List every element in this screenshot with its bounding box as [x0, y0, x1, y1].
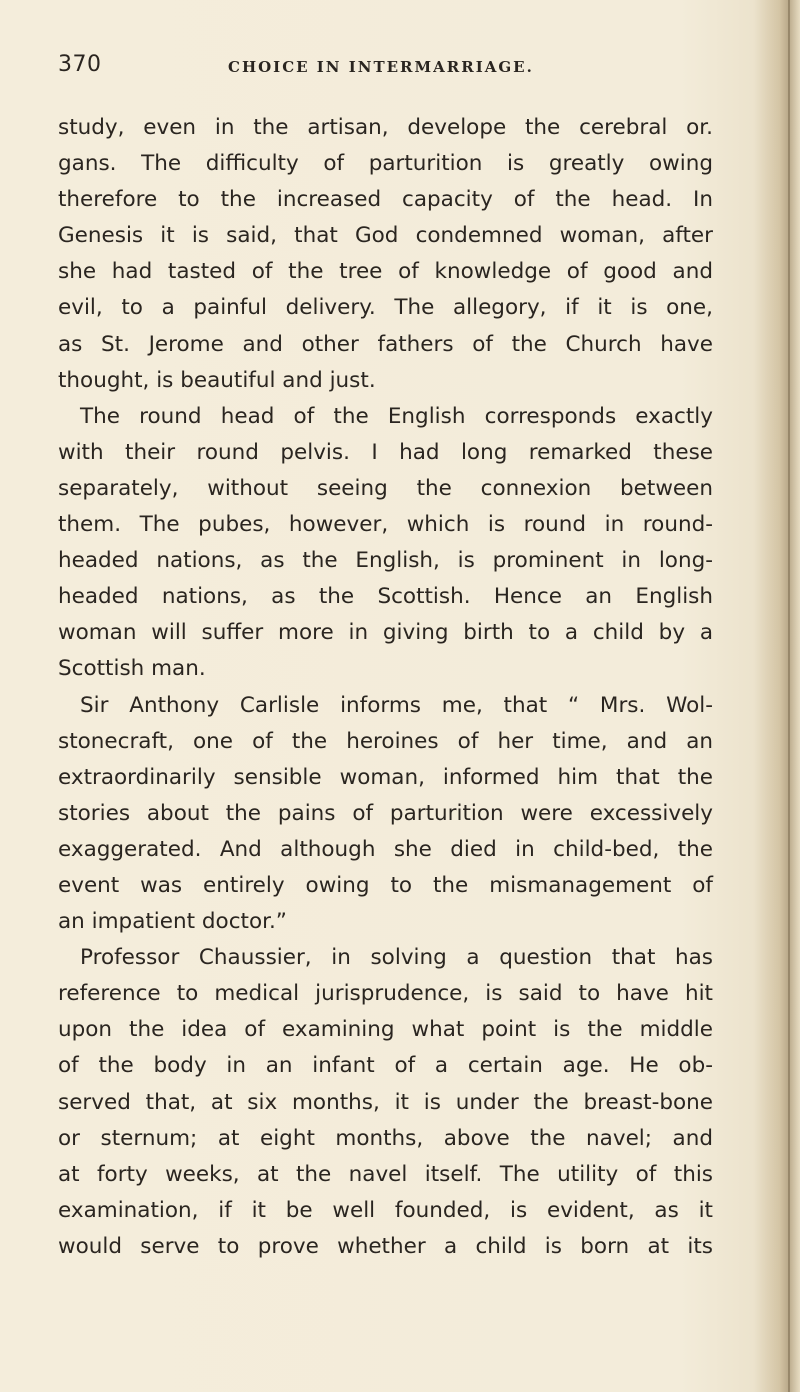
text-line: them. The pubes, however, which is round in round-: [58, 512, 713, 538]
text-line: she had tasted of the tree of knowledge of good and: [58, 259, 713, 285]
text-line: headed nations, as the Scottish. Hence an English: [58, 584, 713, 610]
text-line: event was entirely owing to the mismanagement of: [58, 872, 713, 898]
text-line: of the body in an infant of a certain age. He ob-: [58, 1053, 713, 1079]
text-line: therefore to the increased capacity of the head. In: [58, 187, 713, 213]
text-line: Professor Chaussier, in solving a question that has: [80, 945, 713, 971]
text-line: reference to medical jurisprudence, is said to have hit: [58, 981, 713, 1007]
text-line: separately, without seeing the connexion between: [58, 475, 713, 501]
text-line: Scottish man.: [58, 656, 206, 682]
running-title: CHOICE IN INTERMARRIAGE.: [228, 58, 534, 76]
text-line: upon the idea of examining what point is the middle: [58, 1017, 713, 1043]
text-line: Sir Anthony Carlisle informs me, that “ Mrs. Wol-: [80, 692, 713, 718]
text-line: extraordinarily sensible woman, informed him that the: [58, 764, 713, 790]
text-line: an impatient doctor.”: [58, 909, 287, 935]
text-line: evil, to a painful delivery. The allegory, if it is one,: [58, 295, 713, 321]
text-line: would serve to prove whether a child is born at its: [58, 1233, 713, 1259]
text-line: or sternum; at eight months, above the navel; and: [58, 1125, 713, 1151]
text-line: Genesis it is said, that God condemned woman, after: [58, 223, 713, 249]
text-line: The round head of the English corresponds exactly: [80, 403, 713, 429]
text-line: gans. The difficulty of parturition is greatly owing: [58, 151, 713, 177]
text-line: stories about the pains of parturition were excessively: [58, 800, 713, 826]
text-line: as St. Jerome and other fathers of the Church have: [58, 331, 713, 357]
body-text: [58, 110, 713, 1265]
text-line: woman will suffer more in giving birth to a child by a: [58, 620, 713, 646]
text-line: thought, is beautiful and just.: [58, 367, 376, 393]
running-head: [58, 52, 738, 84]
text-line: study, even in the artisan, develope the cerebral or.: [58, 115, 713, 140]
text-line: stonecraft, one of the heroines of her time, and an: [58, 728, 713, 754]
text-line: with their round pelvis. I had long remarked these: [58, 439, 713, 465]
page-edge-line: [788, 0, 790, 1392]
page-number: 370: [58, 52, 102, 77]
page-binding-edge: [754, 0, 800, 1392]
text-line: examination, if it be well founded, is evident, as it: [58, 1197, 713, 1223]
text-line: headed nations, as the English, is prominent in long-: [58, 548, 713, 574]
text-line: exaggerated. And although she died in child-bed, the: [58, 836, 713, 862]
text-line: served that, at six months, it is under the breast-bone: [58, 1089, 713, 1115]
text-line: at forty weeks, at the navel itself. The utility of this: [58, 1161, 713, 1187]
